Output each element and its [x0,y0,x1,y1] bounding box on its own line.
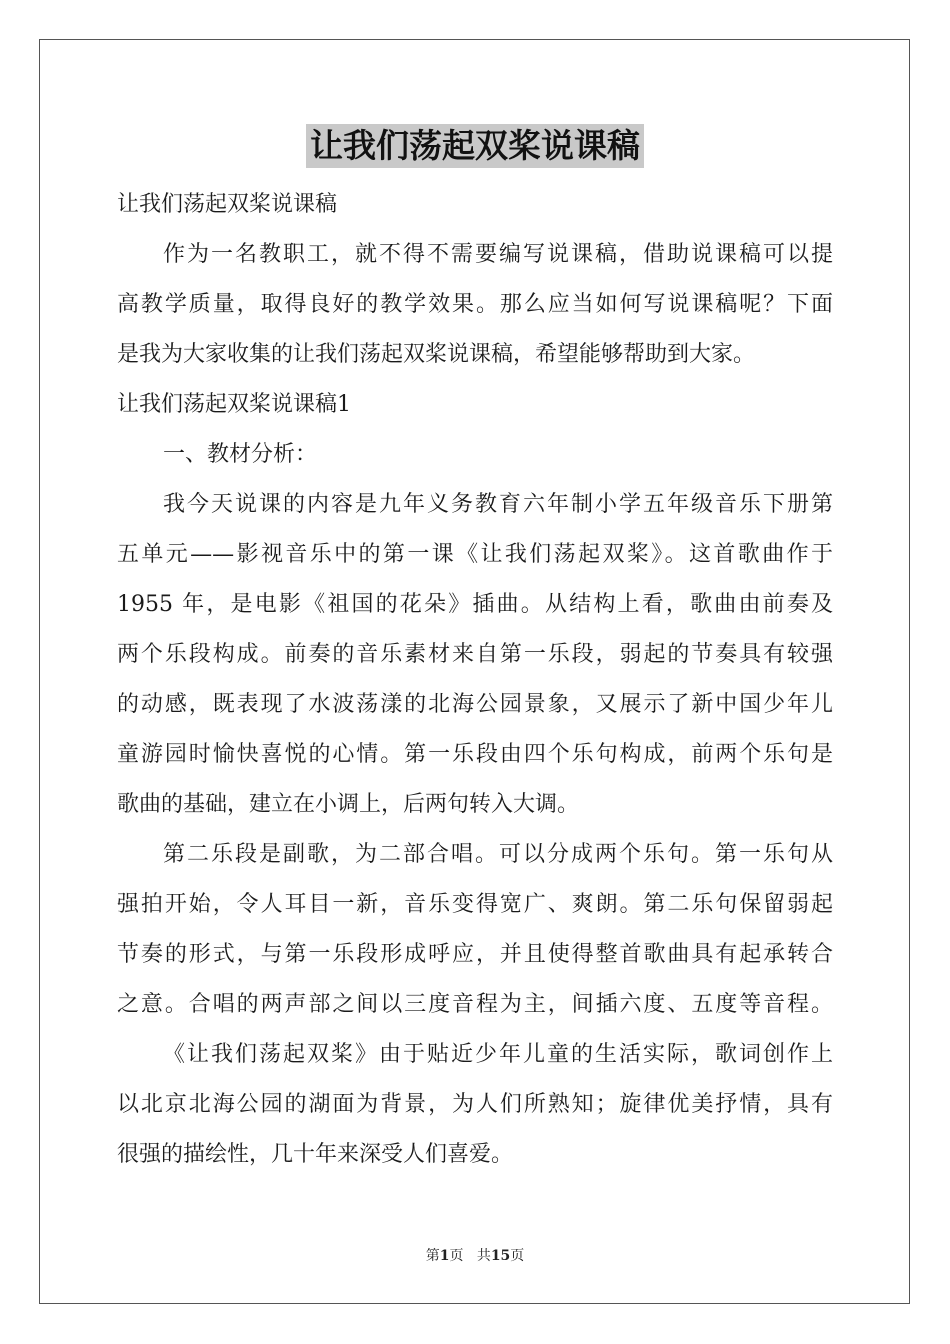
paragraph-line: 我今天说课的内容是九年义务教育六年制小学五年级音乐下册第 [163,492,833,517]
paragraph-line: 的动感，既表现了水波荡漾的北海公园景象，又展示了新中国少年儿 [117,692,833,717]
total-page-count: 15 [490,1248,511,1264]
paragraph-line: 童游园时愉快喜悦的心情。第一乐段由四个乐句构成，前两个乐句是 [117,742,833,767]
title-container [0,124,950,168]
page-footer [0,1245,950,1265]
paragraph-line: 强拍开始，令人耳目一新，音乐变得宽广、爽朗。第二乐句保留弱起 [117,892,833,917]
subsection-heading: 一、教材分析： [163,442,318,467]
footer-page-unit: 页 [449,1248,464,1264]
paragraph-line: 是我为大家收集的让我们荡起双桨说课稿，希望能够帮助到大家。 [117,342,756,367]
document-title: 让我们荡起双桨说课稿 [306,124,644,168]
current-page-number: 1 [439,1248,450,1264]
section-heading: 让我们荡起双桨说课稿1 [117,392,351,417]
paragraph-line: 以北京北海公园的湖面为背景，为人们所熟知；旋律优美抒情，具有 [117,1092,833,1117]
footer-prefix: 第 [425,1248,440,1264]
paragraph-line: 让我们荡起双桨说课稿 [117,192,338,217]
footer-total-unit: 页 [510,1248,525,1264]
paragraph-line: 五单元——影视音乐中的第一课《让我们荡起双桨》。这首歌曲作于 [117,542,833,567]
paragraph-line: 《让我们荡起双桨》由于贴近少年儿童的生活实际，歌词创作上 [163,1042,833,1067]
paragraph-line: 两个乐段构成。前奏的音乐素材来自第一乐段，弱起的节奏具有较强 [117,642,833,667]
document-body [117,180,833,1180]
paragraph-line: 高教学质量，取得良好的教学效果。那么应当如何写说课稿呢？下面 [117,292,833,317]
paragraph-line: 作为一名教职工，就不得不需要编写说课稿，借助说课稿可以提 [163,242,833,267]
footer-total-prefix: 共 [476,1248,491,1264]
paragraph-line: 节奏的形式，与第一乐段形成呼应，并且使得整首歌曲具有起承转合 [117,942,833,967]
paragraph-line: 1955 年，是电影《祖国的花朵》插曲。从结构上看，歌曲由前奏及 [117,592,833,617]
paragraph-line: 歌曲的基础，建立在小调上，后两句转入大调。 [117,792,580,817]
paragraph-line: 之意。合唱的两声部之间以三度音程为主，间插六度、五度等音程。 [117,992,833,1017]
paragraph-line: 很强的描绘性，几十年来深受人们喜爱。 [117,1142,514,1167]
paragraph-line: 第二乐段是副歌，为二部合唱。可以分成两个乐句。第一乐句从 [163,842,833,867]
